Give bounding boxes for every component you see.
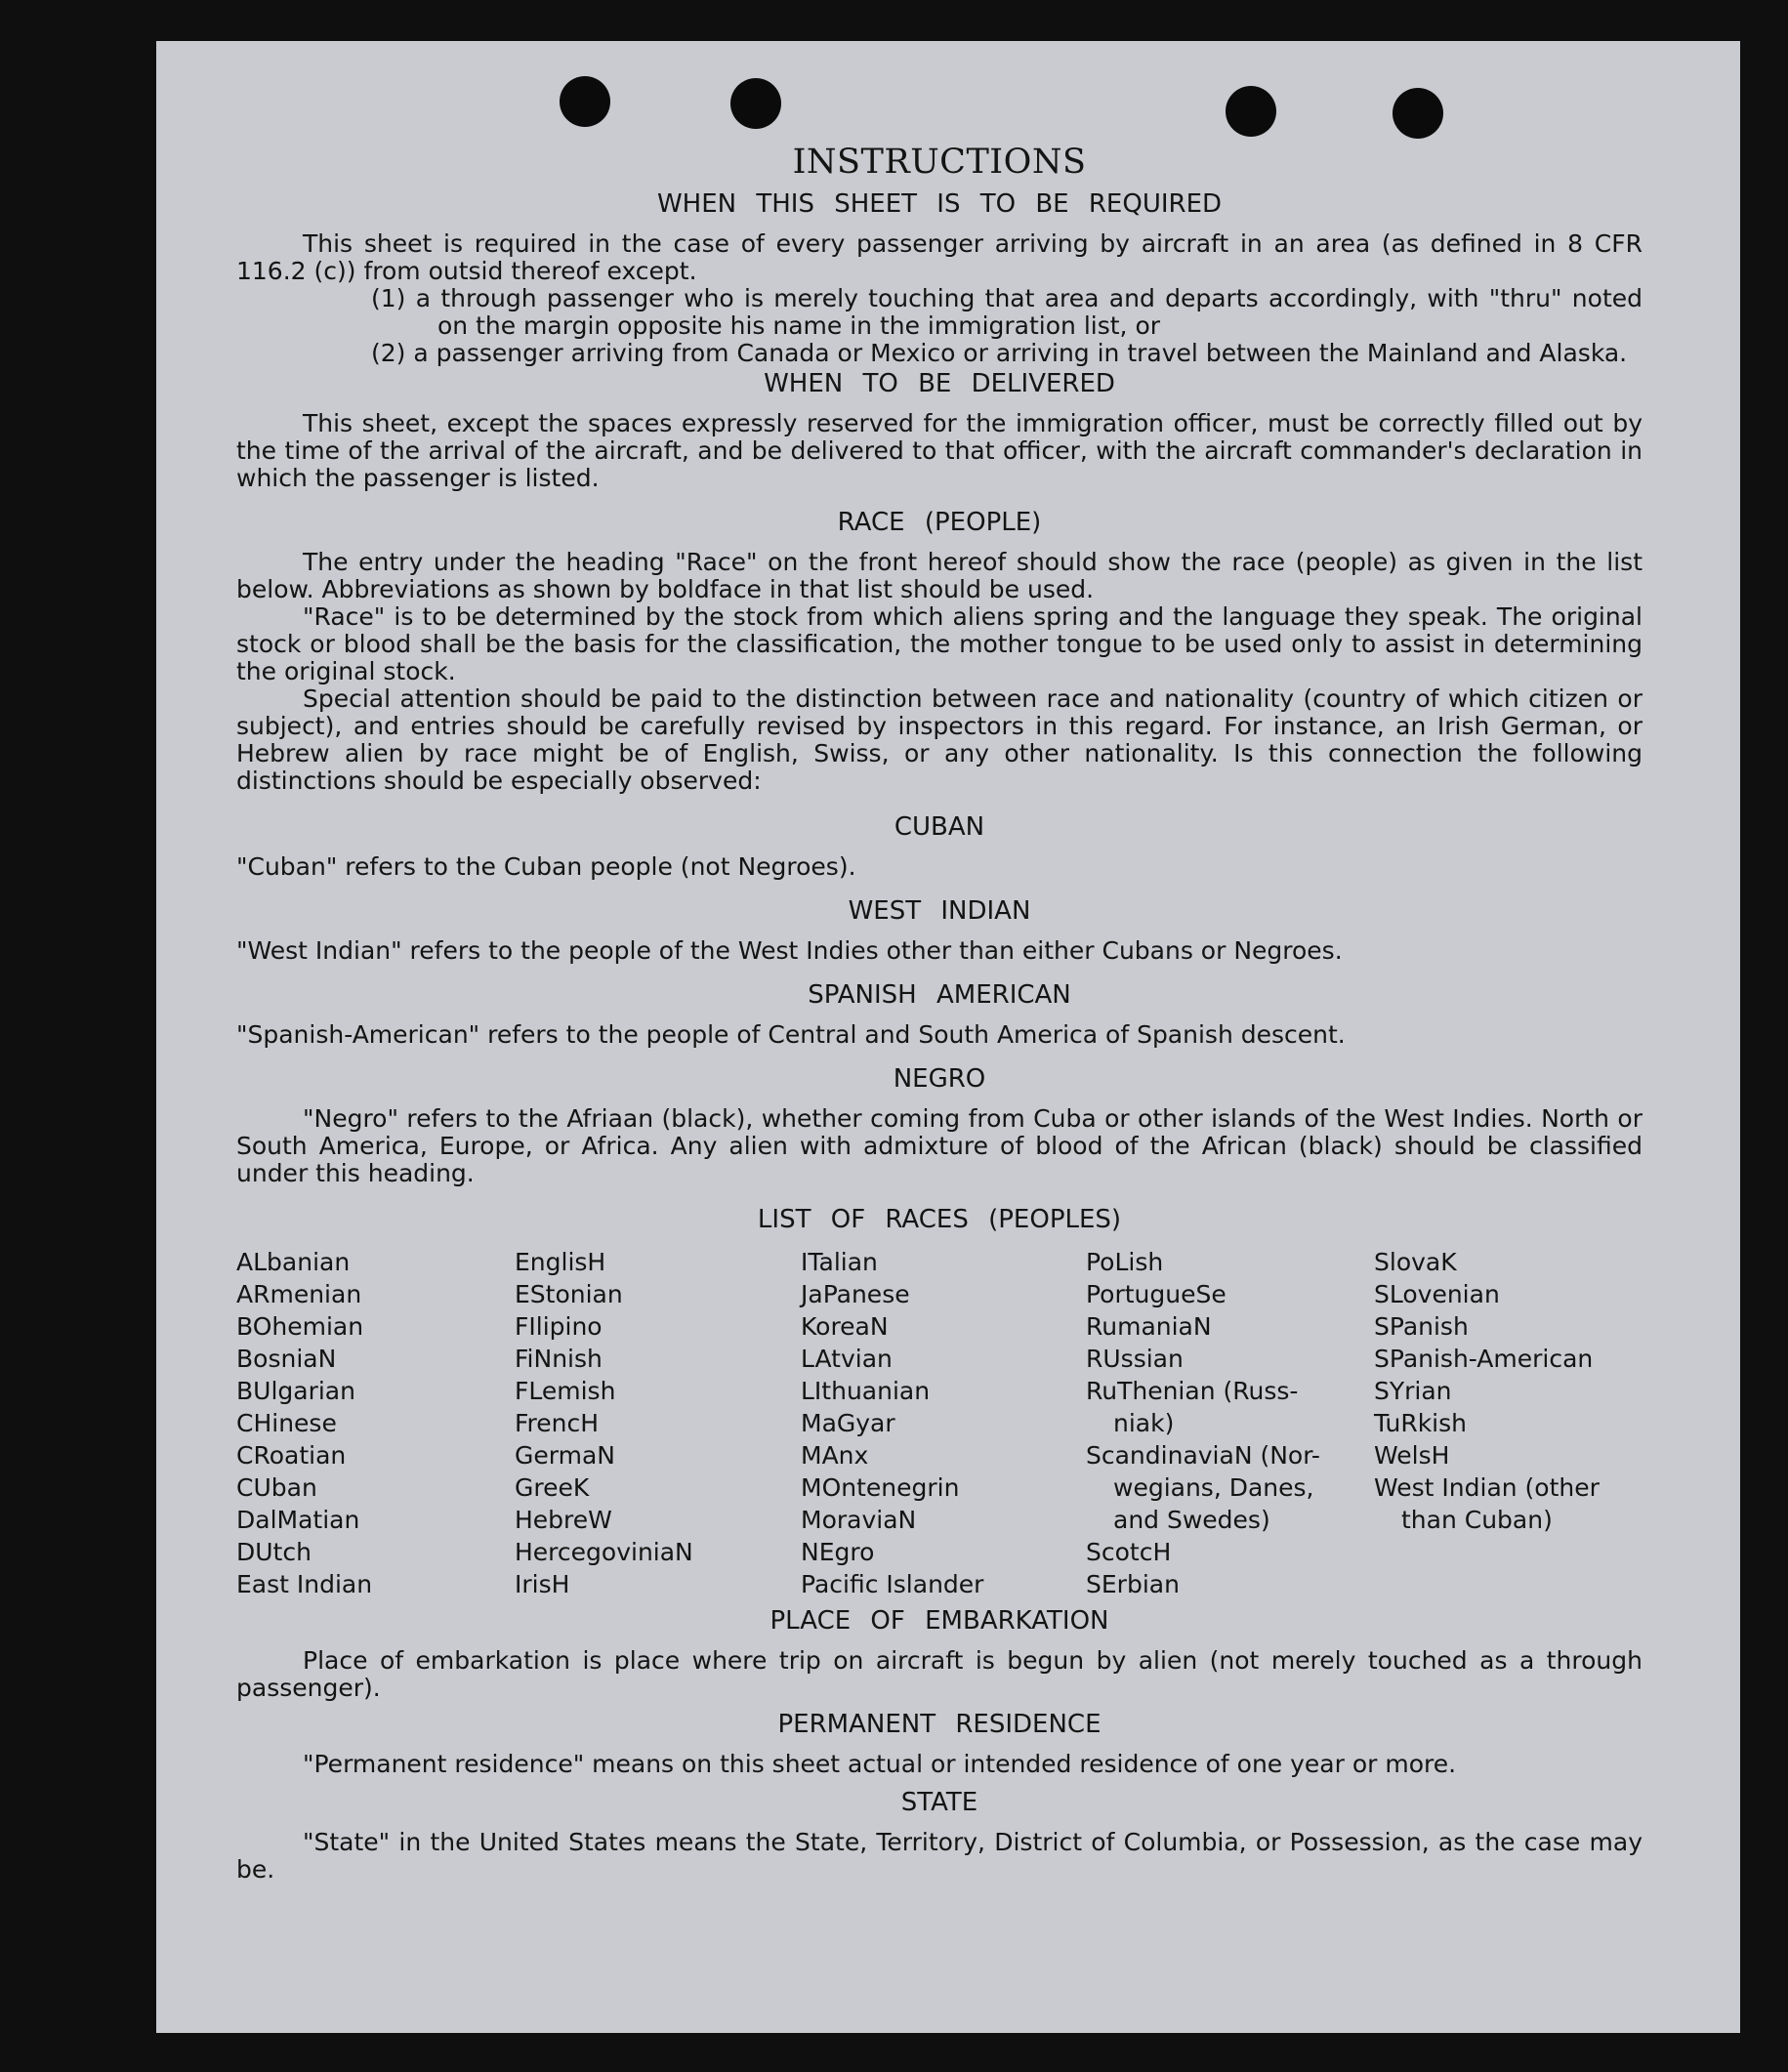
punch-hole bbox=[560, 76, 610, 127]
race-entry: RumaniaN bbox=[1086, 1312, 1212, 1341]
punch-hole bbox=[1393, 88, 1443, 139]
race-entry: PoLish bbox=[1086, 1248, 1164, 1276]
page-title: INSTRUCTIONS bbox=[792, 143, 1087, 182]
race-entry: SPanish-American bbox=[1374, 1345, 1594, 1373]
race-entry: FIlipino bbox=[515, 1312, 603, 1341]
race-entry: ScotcH bbox=[1086, 1538, 1172, 1566]
required-item-2: (2) a passenger arriving from Canada or Mexico or arriving in travel between the Mainland and Alaska. bbox=[371, 339, 1628, 367]
race-entry: niak) bbox=[1113, 1409, 1175, 1437]
race-entry: CRoatian bbox=[236, 1441, 347, 1470]
heading-permanent-residence: PERMANENT RESIDENCE bbox=[777, 1710, 1102, 1739]
race-paragraph-2: "Race" is to be determined by the stock from which aliens spring and the language they speak. The original stock or blood shall be the basis for the classification, the mother tongue to be used only to assist in determining the original stock. bbox=[236, 602, 1642, 685]
race-entry: ITalian bbox=[801, 1248, 878, 1276]
race-entry: East Indian bbox=[236, 1570, 373, 1598]
punch-hole bbox=[1226, 86, 1276, 137]
delivered-text: This sheet, except the spaces expressly reserved for the immigration officer, must be correctly filled out by the time of the arrival of the aircraft, and be delivered to that officer, with the aircraft commander's declaration in which the passenger is listed. bbox=[236, 409, 1642, 492]
race-entry: BosniaN bbox=[236, 1345, 337, 1373]
race-entry: FLemish bbox=[515, 1377, 616, 1405]
heading-place-of-embarkation: PLACE OF EMBARKATION bbox=[769, 1606, 1109, 1636]
race-entry: MoraviaN bbox=[801, 1506, 917, 1534]
document-sheet bbox=[156, 41, 1740, 2033]
races-column bbox=[1374, 1246, 1642, 1600]
race-entry: HercegoviniaN bbox=[515, 1538, 693, 1566]
race-entry: EnglisH bbox=[515, 1248, 606, 1276]
race-entry: SYrian bbox=[1374, 1377, 1452, 1405]
heading-when-required: WHEN THIS SHEET IS TO BE REQUIRED bbox=[656, 189, 1223, 219]
race-entry: TuRkish bbox=[1374, 1409, 1467, 1437]
punch-hole bbox=[730, 78, 781, 129]
cuban-text: "Cuban" refers to the Cuban people (not Negroes). bbox=[236, 852, 856, 881]
race-entry: SLovenian bbox=[1374, 1280, 1500, 1308]
race-entry: wegians, Danes, bbox=[1113, 1473, 1314, 1502]
negro-text: "Negro" refers to the Afriaan (black), whether coming from Cuba or other islands of the West Indies. North or South America, Europe, or Africa. Any alien with admixture of blood of the African (black) should be classified under this heading. bbox=[236, 1104, 1642, 1187]
race-entry: KoreaN bbox=[801, 1312, 889, 1341]
race-entry: FiNnish bbox=[515, 1345, 603, 1373]
races-column bbox=[1086, 1246, 1374, 1600]
races-list bbox=[236, 1246, 1642, 1600]
race-entry: SlovaK bbox=[1374, 1248, 1457, 1276]
race-entry: NEgro bbox=[801, 1538, 875, 1566]
race-entry: CHinese bbox=[236, 1409, 337, 1437]
race-entry: JaPanese bbox=[801, 1280, 910, 1308]
race-entry: DalMatian bbox=[236, 1506, 360, 1534]
race-entry: RUssian bbox=[1086, 1345, 1184, 1373]
races-column bbox=[236, 1246, 515, 1600]
state-text: "State" in the United States means the State, Territory, District of Columbia, or Possession, as the case may be. bbox=[236, 1828, 1642, 1884]
race-entry: FrencH bbox=[515, 1409, 600, 1437]
residence-text: "Permanent residence" means on this sheet actual or intended residence of one year or more. bbox=[303, 1750, 1457, 1778]
race-entry: and Swedes) bbox=[1113, 1506, 1270, 1534]
race-paragraph-1: The entry under the heading "Race" on the front hereof should show the race (people) as given in the list below. Abbreviations as shown by boldface in that list should be used. bbox=[236, 548, 1642, 603]
race-entry: GreeK bbox=[515, 1473, 590, 1502]
race-entry: MaGyar bbox=[801, 1409, 895, 1437]
race-entry: SPanish bbox=[1374, 1312, 1469, 1341]
heading-state: STATE bbox=[900, 1788, 978, 1817]
heading-spanish-american: SPANISH AMERICAN bbox=[808, 980, 1071, 1010]
race-entry: ScandinaviaN (Nor- bbox=[1086, 1441, 1320, 1470]
race-entry: CUban bbox=[236, 1473, 317, 1502]
race-entry: LAtvian bbox=[801, 1345, 893, 1373]
race-entry: ARmenian bbox=[236, 1280, 362, 1308]
race-entry: DUtch bbox=[236, 1538, 312, 1566]
heading-when-delivered: WHEN TO BE DELIVERED bbox=[764, 369, 1115, 398]
race-entry: HebreW bbox=[515, 1506, 612, 1534]
race-entry: Pacific Islander bbox=[801, 1570, 984, 1598]
race-entry: BUlgarian bbox=[236, 1377, 355, 1405]
races-column bbox=[801, 1246, 1086, 1600]
race-entry: ALbanian bbox=[236, 1248, 351, 1276]
heading-list-of-races: LIST OF RACES (PEOPLES) bbox=[757, 1205, 1122, 1234]
race-entry: MOntenegrin bbox=[801, 1473, 960, 1502]
heading-race: RACE (PEOPLE) bbox=[837, 508, 1042, 537]
instructions-content bbox=[236, 143, 1642, 1884]
heading-west-indian: WEST INDIAN bbox=[848, 896, 1031, 926]
spanish-american-text: "Spanish-American" refers to the people of Central and South America of Spanish descent. bbox=[236, 1020, 1346, 1049]
race-entry: West Indian (other bbox=[1374, 1473, 1600, 1502]
race-entry: RuThenian (Russ- bbox=[1086, 1377, 1299, 1405]
race-entry: GermaN bbox=[515, 1441, 615, 1470]
required-intro: This sheet is required in the case of every passenger arriving by aircraft in an area (as defined in 8 CFR 116.2 (c)) from outsid thereof except. bbox=[236, 229, 1642, 285]
required-item-1: (1) a through passenger who is merely touching that area and departs accordingly, with "thru" noted on the margin opposite his name in the immigration list, or bbox=[371, 284, 1642, 340]
heading-negro: NEGRO bbox=[893, 1064, 986, 1094]
west-indian-text: "West Indian" refers to the people of the West Indies other than either Cubans or Negroes. bbox=[236, 936, 1343, 965]
race-entry: WelsH bbox=[1374, 1441, 1450, 1470]
heading-cuban: CUBAN bbox=[894, 812, 985, 842]
race-entry: MAnx bbox=[801, 1441, 869, 1470]
race-entry: IrisH bbox=[515, 1570, 570, 1598]
race-entry: SErbian bbox=[1086, 1570, 1180, 1598]
race-entry: EStonian bbox=[515, 1280, 623, 1308]
race-entry: BOhemian bbox=[236, 1312, 364, 1341]
race-paragraph-3: Special attention should be paid to the distinction between race and nationality (country of which citizen or subject), and entries should be carefully revised by inspectors in this regard. For instance, an Irish German, or Hebrew alien by race might be of English, Swiss, or any other nationality. Is this connection the following distinctions should be especially observed: bbox=[236, 684, 1642, 795]
races-column bbox=[515, 1246, 801, 1600]
race-entry: PortugueSe bbox=[1086, 1280, 1227, 1308]
embarkation-text: Place of embarkation is place where trip on aircraft is begun by alien (not merely touched as a through passenger). bbox=[236, 1646, 1642, 1702]
race-entry: than Cuban) bbox=[1401, 1506, 1553, 1534]
race-entry: LIthuanian bbox=[801, 1377, 931, 1405]
